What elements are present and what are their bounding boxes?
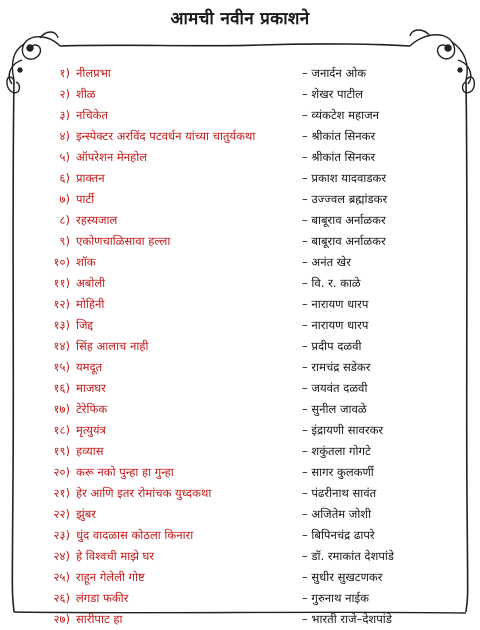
book-number: ५) — [59, 150, 70, 164]
book-number: १४) — [53, 339, 70, 353]
list-item — [0, 63, 480, 84]
list-item — [0, 525, 480, 546]
book-author: – उज्ज्वल ब्रह्मांडकर — [302, 192, 388, 206]
book-number: २६) — [53, 591, 70, 605]
book-title: एकोणचाळिसावा हल्ला — [76, 234, 171, 248]
list-item — [0, 420, 480, 441]
book-number: १३) — [53, 318, 70, 332]
list-item — [0, 315, 480, 336]
book-title: नचिकेत — [76, 108, 109, 122]
list-item — [0, 189, 480, 210]
book-number: १०) — [53, 255, 70, 269]
book-author: – डॉ. रमाकांत देशपांडे — [302, 549, 395, 563]
book-title: मोहिनी — [76, 297, 105, 311]
book-list — [0, 63, 480, 630]
list-item — [0, 168, 480, 189]
book-author: – श्रीकांत सिनकर — [302, 129, 376, 143]
book-number: २) — [59, 87, 70, 101]
book-number: २५) — [53, 570, 70, 584]
book-title: यमदूत — [76, 360, 103, 374]
book-author: – बाबूराव अर्नाळकर — [302, 213, 386, 227]
book-number: २०) — [53, 465, 70, 479]
list-item — [0, 609, 480, 630]
page-title: आमची नवीन प्रकाशने — [170, 9, 310, 29]
book-title: पार्टी — [76, 192, 95, 206]
book-number: १९) — [53, 444, 70, 458]
book-number: ६) — [59, 171, 70, 185]
book-author: – गुरुनाथ नाईक — [302, 591, 369, 605]
book-number: १८) — [53, 423, 70, 437]
list-item — [0, 126, 480, 147]
book-title: प्राक्तन — [76, 171, 105, 185]
book-title: नीलप्रभा — [76, 66, 111, 80]
list-item — [0, 483, 480, 504]
list-item — [0, 84, 480, 105]
list-item — [0, 441, 480, 462]
book-author: – अजितेम जोशी — [302, 507, 372, 521]
book-author: – बाबूराव अर्नाळकर — [302, 234, 386, 248]
list-item — [0, 336, 480, 357]
book-author: – इंद्रायणी सावरकर — [302, 423, 384, 437]
book-author: – श्रीकांत सिनकर — [302, 150, 376, 164]
book-title: ऑपरेशन मेनहोल — [76, 150, 147, 164]
list-item — [0, 378, 480, 399]
book-title: शॉक — [76, 255, 96, 269]
list-item — [0, 210, 480, 231]
book-title: झुंबर — [76, 507, 96, 521]
book-number: ८) — [59, 213, 70, 227]
book-author: – सुनील जावळे — [302, 402, 367, 416]
book-author: – प्रदीप दळवी — [302, 339, 362, 353]
book-title: धुंद वादळास कोठला किनारा — [76, 528, 194, 542]
book-number: १६) — [53, 381, 70, 395]
list-item — [0, 357, 480, 378]
list-item — [0, 504, 480, 525]
book-author: – प्रकाश यादवाडकर — [302, 171, 387, 185]
book-title: टेरेफिक — [76, 402, 108, 416]
book-number: १५) — [53, 360, 70, 374]
book-author: – नारायण धारप — [302, 318, 369, 332]
list-item — [0, 588, 480, 609]
book-title: हेर आणि इतर रोमांचक युध्दकथा — [76, 486, 212, 500]
list-item — [0, 546, 480, 567]
book-author: – व्यंकटेश महाजन — [302, 108, 379, 122]
book-author: – सुधीर सुखटणकर — [302, 570, 383, 584]
list-item — [0, 294, 480, 315]
book-number: २३) — [53, 528, 70, 542]
list-item — [0, 399, 480, 420]
book-author: – जयवंत दळवी — [302, 381, 368, 395]
book-title: करू नको पुन्हा हा गुन्हा — [76, 465, 174, 479]
book-title: राहून गेलेली गोष्ट — [76, 570, 145, 584]
book-number: ११) — [53, 276, 70, 290]
list-item — [0, 273, 480, 294]
book-author: – सागर कुलकर्णी — [302, 465, 374, 479]
book-number: १) — [59, 66, 70, 80]
book-number: ४) — [59, 129, 70, 143]
book-title: सारीपाट हा — [76, 612, 123, 626]
list-item — [0, 462, 480, 483]
book-author: – नारायण धारप — [302, 297, 369, 311]
book-title: लंगडा फकीर — [76, 591, 129, 605]
list-item — [0, 147, 480, 168]
book-author: – वि. र. काळे — [302, 276, 361, 290]
book-author: – रामचंद्र सडेकर — [302, 360, 371, 374]
book-title: सिंह आलाच नाही — [76, 339, 149, 353]
book-author: – अनंत खेर — [302, 255, 351, 269]
book-title: इन्स्पेक्टर अरविंद पटवर्धन यांच्या चातुर्यकथा — [76, 129, 256, 143]
book-number: १७) — [53, 402, 70, 416]
book-author: – बिपिनचंद्र ढापरे — [302, 528, 375, 542]
book-title: हव्यास — [76, 444, 104, 458]
list-item — [0, 231, 480, 252]
book-number: ३) — [59, 108, 70, 122]
book-number: २४) — [53, 549, 70, 563]
list-item — [0, 567, 480, 588]
book-author: – पंढरीनाथ सावंत — [302, 486, 377, 500]
book-title: मृत्युयंत्र — [76, 423, 106, 437]
list-item — [0, 252, 480, 273]
book-author: – शेखर पाटील — [302, 87, 364, 101]
book-title: जिद्द — [76, 318, 94, 332]
list-item — [0, 105, 480, 126]
book-title: हे विश्वची माझे घर — [76, 549, 155, 563]
book-author: – भारती राजे–देशपांडे — [302, 612, 392, 626]
book-author: – शकुंतला गोगटे — [302, 444, 371, 458]
book-title: रहस्यजाल — [76, 213, 118, 227]
book-title: माजघर — [76, 381, 106, 395]
book-number: १२) — [53, 297, 70, 311]
book-title: शीळ — [76, 87, 96, 101]
book-number: २२) — [53, 507, 70, 521]
book-title: अबोली — [76, 276, 106, 290]
book-author: – जनार्दन ओक — [302, 66, 367, 80]
book-number: ९) — [59, 234, 70, 248]
book-number: २७) — [53, 612, 70, 626]
book-number: ७) — [59, 192, 70, 206]
book-number: २१) — [53, 486, 70, 500]
